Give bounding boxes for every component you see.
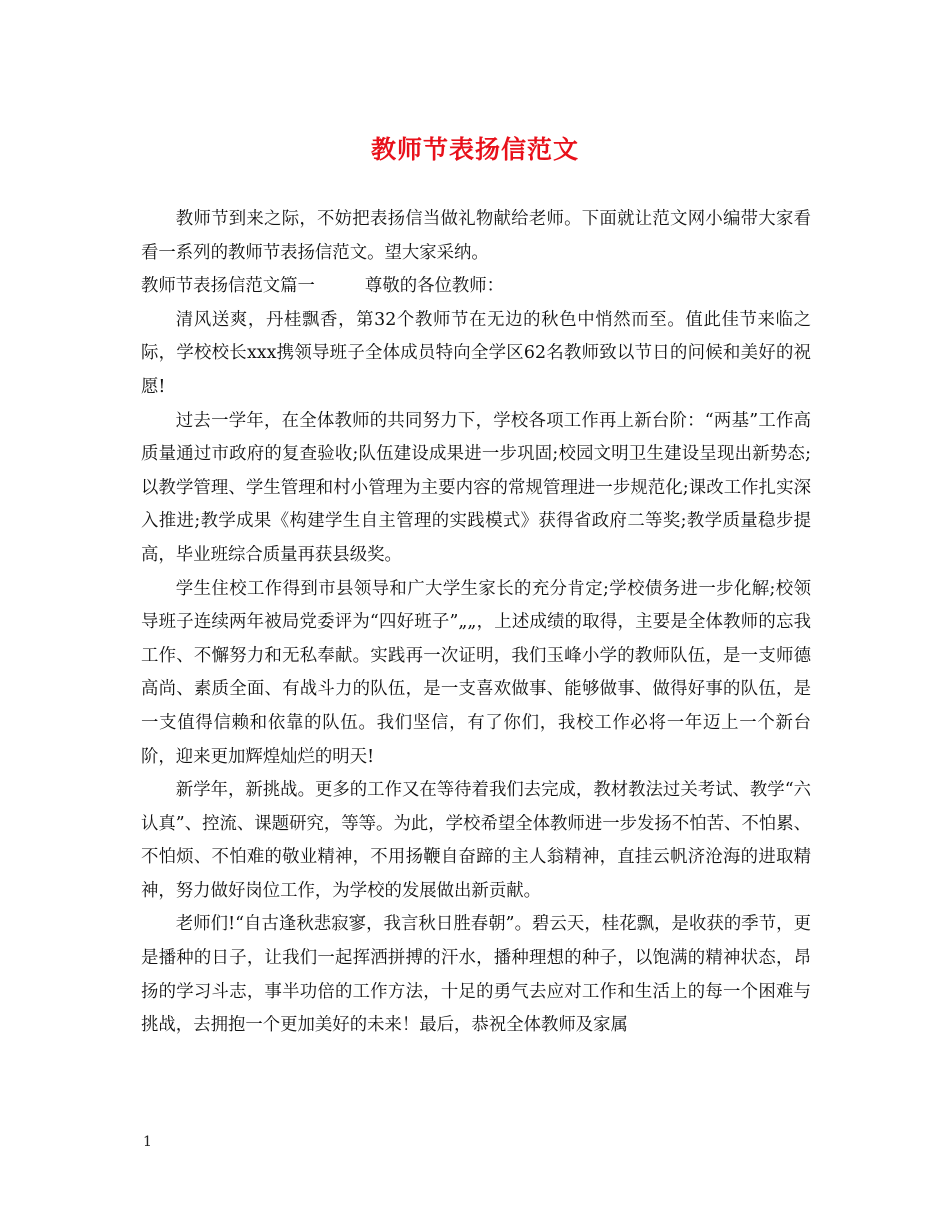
- document-title: 教师节表扬信范文: [370, 135, 579, 164]
- intro-paragraph: 教师节到来之际，不妨把表扬信当做礼物献给老师。下面就让范文网小编带大家看看一系列的教师节表扬信范文。望大家采纳。: [141, 209, 811, 263]
- section-heading: 教师节表扬信范文篇一: [141, 276, 315, 297]
- body-paragraph-3: 学生住校工作得到市县领导和广大学生家长的充分肯定;学校债务进一步化解;校领导班子连续两年被局党委评为“四好班子”„„，上述成绩的取得，主要是全体教师的忘我工作、不懈努力和无私奉献。实践再一次证明，我们玉峰小学的教师队伍，是一支师德高尚、素质全面、有战斗力的队伍，是一支喜欢做事、能够做事、做得好事的队伍，是一支值得信赖和依靠的队伍。我们坚信，有了你们，我校工作必将一年迈上一个新台阶，迎来更加辉煌灿烂的明天!: [141, 578, 811, 767]
- document-body: [141, 203, 811, 1043]
- body-paragraph-4: 新学年，新挑战。更多的工作又在等待着我们去完成，教材教法过关考试、教学“六认真”、控流、课题研究，等等。为此，学校希望全体教师进一步发扬不怕苦、不怕累、不怕烦、不怕难的敬业精神，不用扬鞭自奋蹄的主人翁精神，直挂云帆济沧海的进取精神，努力做好岗位工作，为学校的发展做出新贡献。: [141, 780, 811, 901]
- body-paragraph-5: 老师们!“自古逢秋悲寂寥，我言秋日胜春朝”。碧云天，桂花飘，是收获的季节，更是播种的日子，让我们一起挥洒拼搏的汗水，播种理想的种子，以饱满的精神状态，昂扬的学习斗志，事半功倍的工作方法，十足的勇气去应对工作和生活上的每一个困难与挑战，去拥抱一个更加美好的未来！最后，恭祝全体教师及家属: [141, 914, 811, 1036]
- page-number: 1: [143, 1134, 152, 1150]
- body-paragraph-2: 过去一学年，在全体教师的共同努力下，学校各项工作再上新台阶：“两基”工作高质量通过市政府的复查验收;队伍建设成果进一步巩固;校园文明卫生建设呈现出新势态;以教学管理、学生管理和村小管理为主要内容的常规管理进一步规范化;课改工作扎实深入推进;教学成果《构建学生自主管理的实践模式》获得省政府二等奖;教学质量稳步提高，毕业班综合质量再获县级奖。: [141, 410, 811, 565]
- salutation: 尊敬的各位教师：: [364, 276, 505, 297]
- section-heading-line: [141, 270, 811, 304]
- body-paragraph-1: 清风送爽，丹桂飘香，第32个教师节在无边的秋色中悄然而至。值此佳节来临之际，学校校长xxx携领导班子全体成员特向全学区62名教师致以节日的问候和美好的祝愿!: [141, 309, 811, 397]
